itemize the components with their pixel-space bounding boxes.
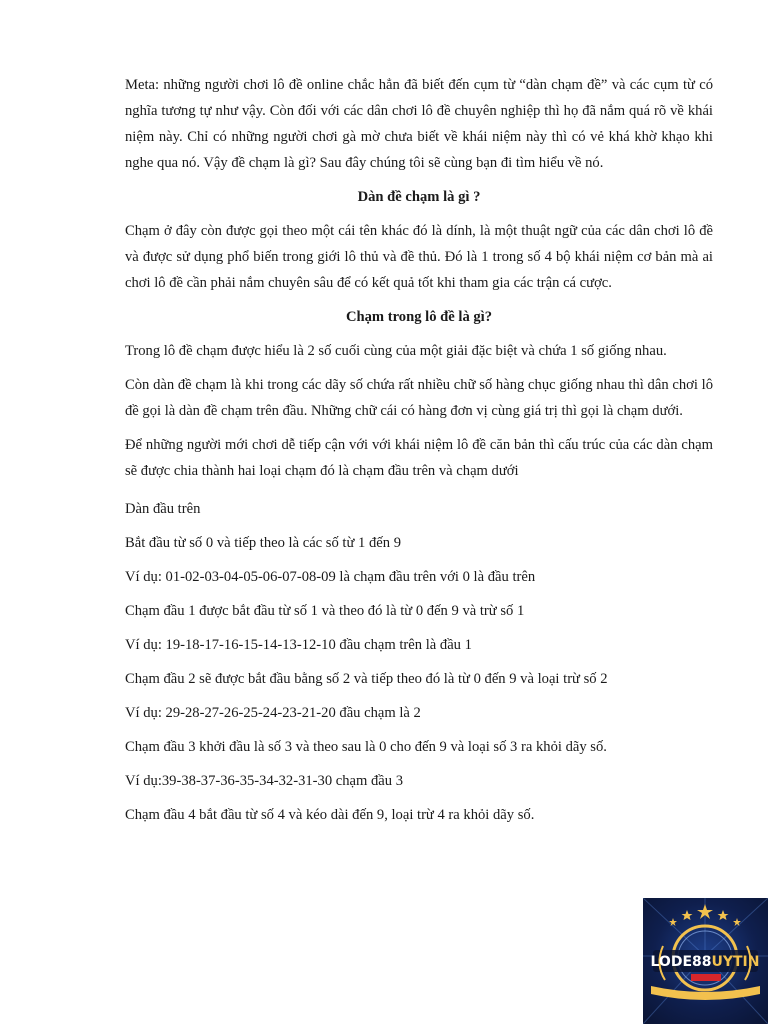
paragraph-dan-de-cham: Còn dàn đề chạm là khi trong các dãy số chứa rất nhiều chữ số hàng chục giống nhau thì dân chơi lô đề gọi là dàn đề chạm trên đầu. Những chữ cái có hàng đơn vị cùng giá trị thì gọi là chạm dưới.	[125, 377, 713, 419]
section-heading-cham-trong-lo-de: Chạm trong lô đề là gì?	[345, 309, 493, 325]
logo-wordmark	[651, 954, 760, 970]
paragraph-cham-meaning: Trong lô đề chạm được hiểu là 2 số cuối cùng của một giải đặc biệt và chứa 1 số giống nhau.	[125, 343, 667, 359]
logo-brand-accent: UYTIN	[711, 954, 760, 970]
logo-emblem-icon	[643, 898, 768, 1024]
line-cham-dau-4: Chạm đầu 4 bắt đầu từ số 4 và kéo dài đến 9, loại trừ 4 ra khỏi dãy số.	[125, 807, 535, 823]
line-example-2: Ví dụ: 29-28-27-26-25-24-23-21-20 đầu chạm là 2	[125, 705, 421, 721]
paragraph-structure: Để những người mới chơi dễ tiếp cận với với khái niệm lô đề căn bản thì cấu trúc của các dàn chạm sẽ được chia thành hai loại chạm đó là chạm đầu trên và chạm dưới	[125, 437, 713, 479]
line-cham-dau-2: Chạm đầu 2 sẽ được bắt đầu bằng số 2 và tiếp theo đó là từ 0 đến 9 và loại trừ số 2	[125, 671, 608, 687]
section-heading-dan-de-cham: Dàn đề chạm là gì ?	[357, 189, 481, 205]
intro-paragraph: Meta: những người chơi lô đề online chắc hẳn đã biết đến cụm từ “dàn chạm đề” và các cụm từ có nghĩa tương tự như vậy. Còn đối với các dân chơi lô đề chuyên nghiệp thì họ đã nắm quá rõ về khái niệm này. Chỉ có những người chơi gà mờ chưa biết về khái niệm này thì có vẻ khá khờ khạo khi nghe qua nó. Vậy đề chạm là gì? Sau đây chúng tôi sẽ cùng bạn đi tìm hiểu về nó.	[125, 77, 713, 171]
line-cham-dau-3: Chạm đầu 3 khởi đầu là số 3 và theo sau là 0 cho đến 9 và loại số 3 ra khỏi dãy số.	[125, 739, 607, 755]
line-example-3: Ví dụ:39-38-37-36-35-34-32-31-30 chạm đầu 3	[125, 773, 404, 789]
line-cham-dau-1: Chạm đầu 1 được bắt đầu từ số 1 và theo đó là từ 0 đến 9 và trừ số 1	[125, 603, 525, 619]
paragraph-cham-definition: Chạm ở đây còn được gọi theo một cái tên khác đó là dính, là một thuật ngữ của các dân chơi lô đề và được sử dụng phổ biến trong giới lô thủ và đề thủ. Đó là 1 trong số 4 bộ khái niệm cơ bản mà ai chơi lô đề cần phải nắm chuyên sâu để có kết quả tốt khi tham gia các trận cá cược.	[125, 223, 713, 291]
line-dan-dau-tren: Dàn đầu trên	[125, 501, 201, 517]
logo-brand-main: LODE88	[650, 954, 712, 970]
line-example-0: Ví dụ: 01-02-03-04-05-06-07-08-09 là chạm đầu trên với 0 là đầu trên	[125, 569, 536, 585]
document-body	[125, 72, 713, 832]
line-bat-dau-so-0: Bắt đầu từ số 0 và tiếp theo là các số từ 1 đến 9	[125, 535, 402, 551]
line-example-1: Ví dụ: 19-18-17-16-15-14-13-12-10 đầu chạm trên là đầu 1	[125, 637, 472, 653]
lode88uytin-logo	[643, 898, 768, 1024]
